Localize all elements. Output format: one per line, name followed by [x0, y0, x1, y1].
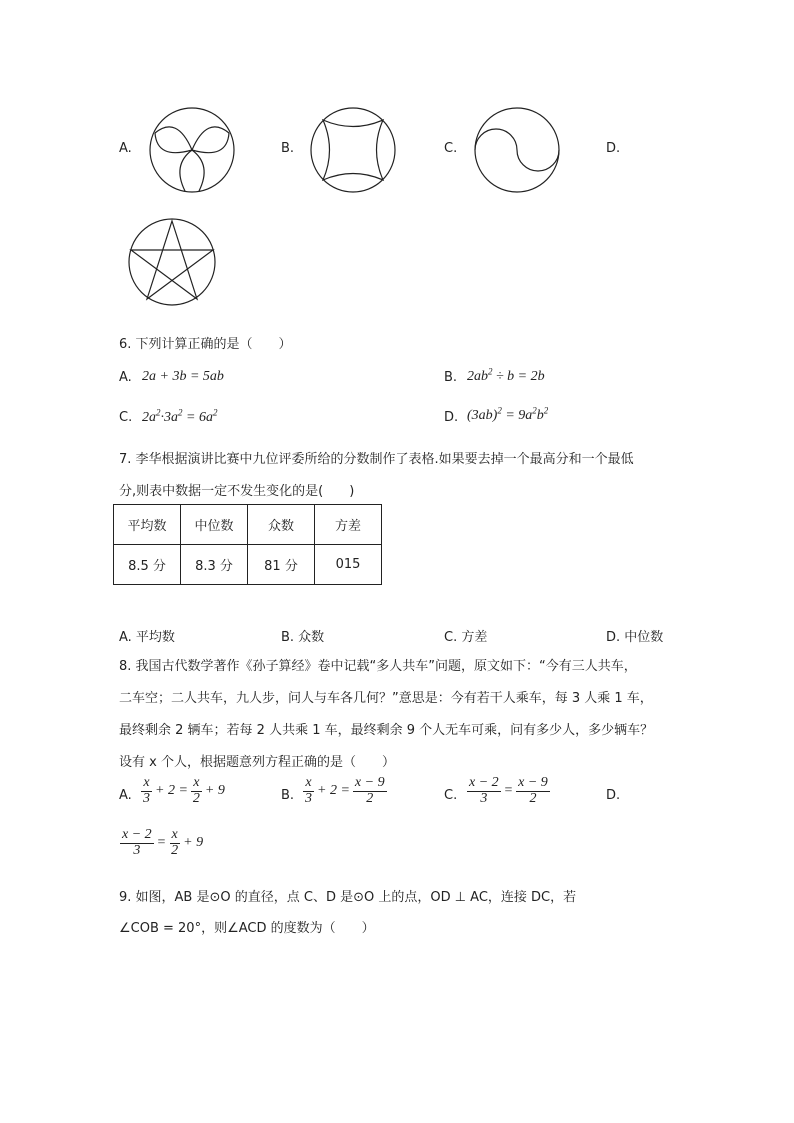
table-cell: 8.3 分: [181, 545, 248, 585]
q6-option-c-label: C.: [119, 410, 133, 425]
q6-option-d-label: D.: [444, 410, 459, 425]
table-header-cell: 方差: [315, 505, 382, 545]
figure-b-concave-square: [308, 105, 398, 195]
q8-option-d-label: D.: [606, 788, 621, 803]
q8-option-a-label: A.: [119, 788, 132, 803]
q8-option-b-expr: $\frac{x}{3}$ + 2 = $\frac{x - 9}{2}$: [305, 775, 385, 806]
q6-stem: 6. 下列计算正确的是（ ）: [119, 337, 292, 352]
q7-option-d: D. 中位数: [606, 630, 664, 645]
q8-option-c-expr: $\frac{x - 2}{3}$ = $\frac{x - 9}{2}$: [469, 775, 548, 806]
table-row: [114, 545, 382, 585]
table-cell: 015: [315, 545, 382, 585]
table-header-cell: 中位数: [181, 505, 248, 545]
q7-stem-line2: 分,则表中数据一定不发生变化的是( ): [119, 484, 355, 499]
table-cell: 81 分: [248, 545, 315, 585]
q9-line1: 9. 如图，AB 是⊙O 的直径，点 C、D 是⊙O 上的点，OD ⊥ AC，连接 DC，若: [119, 890, 577, 905]
q8-line3: 最终剩余 2 辆车；若每 2 人共乘 1 车，最终剩余 9 个人无车可乘，问有多少人，多少辆车？: [119, 723, 654, 738]
q8-line4: 设有 x 个人，根据题意列方程正确的是（ ）: [119, 755, 395, 770]
table-cell: 8.5 分: [114, 545, 181, 585]
score-table: [113, 504, 382, 585]
table-header-row: [114, 505, 382, 545]
q8-option-c-label: C.: [444, 788, 458, 803]
q7-option-c: C. 方差: [444, 630, 488, 645]
q9-line2: ∠COB = 20°，则∠ACD 的度数为（ ）: [119, 921, 375, 936]
q8-option-d-expr: $\frac{x - 2}{3}$ = $\frac{x}{2}$ + 9: [122, 827, 204, 858]
q6-option-b-expr: $2ab^2 \div b = 2b$: [467, 366, 545, 384]
option-b-label: B.: [281, 141, 295, 156]
q8-line2: 二车空；二人共车，九人步，问人与车各几何？”意思是：今有若干人乘车，每 3 人乘 1 车，: [119, 691, 653, 706]
q7-stem-line1: 7. 李华根据演讲比赛中九位评委所给的分数制作了表格.如果要去掉一个最高分和一个最低: [119, 452, 634, 467]
q6-option-a-expr: 2a + 3b = 5ab: [142, 369, 224, 384]
option-a-label: A.: [119, 141, 132, 156]
q6-option-c-expr: $2a^2\cdot 3a^2 = 6a^2$: [142, 407, 218, 425]
figure-d-pentagram: [127, 217, 217, 307]
figure-a-three-arcs: [147, 105, 237, 195]
q6-option-d-expr: $(3ab)^2 = 9a^2b^2$: [467, 405, 549, 423]
table-header-cell: 平均数: [114, 505, 181, 545]
q6-option-a-label: A.: [119, 370, 132, 385]
q8-option-a-expr: $\frac{x}{3}$ + 2 = $\frac{x}{2}$ + 9: [143, 775, 225, 806]
q7-option-b: B. 众数: [281, 630, 325, 645]
figure-c-s-curve: [472, 105, 562, 195]
q6-option-b-label: B.: [444, 370, 458, 385]
q7-option-a: A. 平均数: [119, 630, 175, 645]
option-d-label: D.: [606, 141, 621, 156]
table-header-cell: 众数: [248, 505, 315, 545]
option-c-label: C.: [444, 141, 458, 156]
q8-line1: 8. 我国古代数学著作《孙子算经》卷中记载“多人共车”问题，原文如下：“今有三人共车，: [119, 659, 637, 674]
q8-option-b-label: B.: [281, 788, 295, 803]
